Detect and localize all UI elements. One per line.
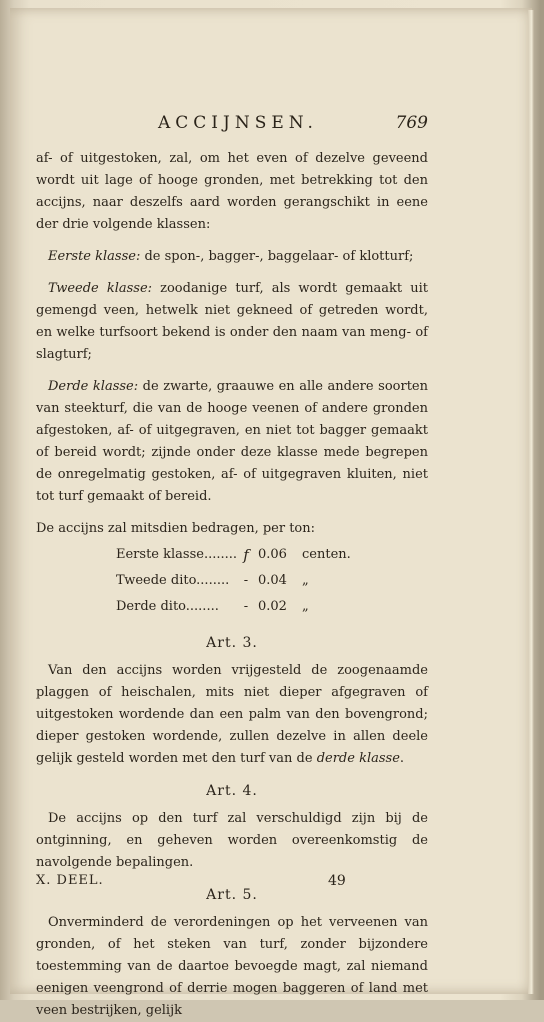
volume-signature: X. DEEL. — [36, 873, 104, 888]
rate-unit: „ — [302, 573, 309, 588]
article-3-text-b: . — [399, 751, 405, 766]
article-3-heading: Art. 3. — [206, 635, 258, 651]
rates-intro: De accijns zal mitsdien bedragen, per ton: — [36, 521, 315, 536]
klasse-1-text: de spon-, bagger-, baggelaar- of klotturf; — [140, 249, 414, 264]
rate-row — [116, 596, 362, 622]
rate-unit: centen. — [302, 547, 351, 562]
rate-label: Derde dito........ — [116, 599, 219, 614]
article-4-heading: Art. 4. — [206, 783, 258, 799]
rate-value: 0.04 — [258, 573, 287, 588]
rate-unit: „ — [302, 599, 309, 614]
article-3-italic: derde klasse — [316, 751, 400, 766]
running-head-title: ACCIJNSEN. — [158, 113, 318, 133]
rate-currency-mark: - — [243, 573, 249, 588]
klasse-2-text: zoodanige turf, als wordt gemaakt uit gemengd veen, hetwelk niet gekneed of getreden wordt, en welke turfsoort bekend is onder den naam van meng- of slagturf; — [36, 281, 428, 362]
sheet-number: 49 — [328, 873, 346, 889]
rate-value: 0.06 — [258, 547, 287, 562]
rate-currency-mark: - — [243, 599, 249, 614]
article-4-text: De accijns op den turf zal verschuldigd zijn bij de ontginning, en geheven worden overeenkomstig de navolgende bepalingen. — [36, 811, 428, 870]
rate-label: Eerste klasse........ — [116, 547, 237, 562]
rate-table — [116, 544, 362, 622]
page-number: 769 — [395, 113, 428, 133]
rate-label: Tweede dito........ — [116, 573, 230, 588]
rate-row — [116, 544, 362, 570]
book-page — [10, 8, 532, 1018]
klasse-3-label: Derde klasse: — [48, 379, 139, 394]
klasse-3-paragraph — [36, 376, 428, 508]
rate-value: 0.02 — [258, 599, 287, 614]
page-footer — [36, 870, 428, 892]
article-3-text-a: Van den accijns worden vrijgesteld de zoogenaamde plaggen of heischalen, mits niet dieper afgegraven of uitgestoken wordende dan een palm van den bovengrond; dieper gestoken wordende, zullen dezelve in allen deele gelijk gesteld worden met den turf van de — [36, 663, 428, 766]
page-edge — [528, 10, 534, 994]
klasse-2-paragraph — [36, 278, 428, 366]
klasse-3-text: de zwarte, graauwe en alle andere soorten van steekturf, die van de hooge veenen of andere gronden afgestoken, af- of uitgegraven, en niet tot bagger gemaakt of bereid wordt; zijnde onder deze klasse mede begrepen de onregelmatig gestoken, af- of uitgegraven kluiten, niet tot turf gemaakt of bereid. — [36, 379, 428, 504]
article-3-text — [36, 660, 428, 770]
klasse-2-label: Tweede klasse: — [48, 281, 153, 296]
klasse-1-label: Eerste klasse: — [48, 249, 141, 264]
running-head — [36, 112, 428, 138]
article-5-text: Onverminderd de verordeningen op het verveenen van gronden, of het steken van turf, zonder bijzondere toestemming van de daartoe bevoegde magt, zal niemand eenigen veengrond of derrie mogen baggeren of land met veen bestrijken, gelijk — [36, 915, 428, 1018]
article-5-heading: Art. 5. — [206, 887, 258, 903]
rate-row — [116, 570, 362, 596]
klasse-1-paragraph — [36, 246, 428, 268]
intro-paragraph: af- of uitgestoken, zal, om het even of dezelve geveend wordt uit lage of hooge gronden, met betrekking tot den accijns, naar deszelfs aard worden gerangschikt in eene der drie volgende klassen: — [36, 151, 428, 232]
rate-currency-mark: f — [243, 546, 249, 564]
